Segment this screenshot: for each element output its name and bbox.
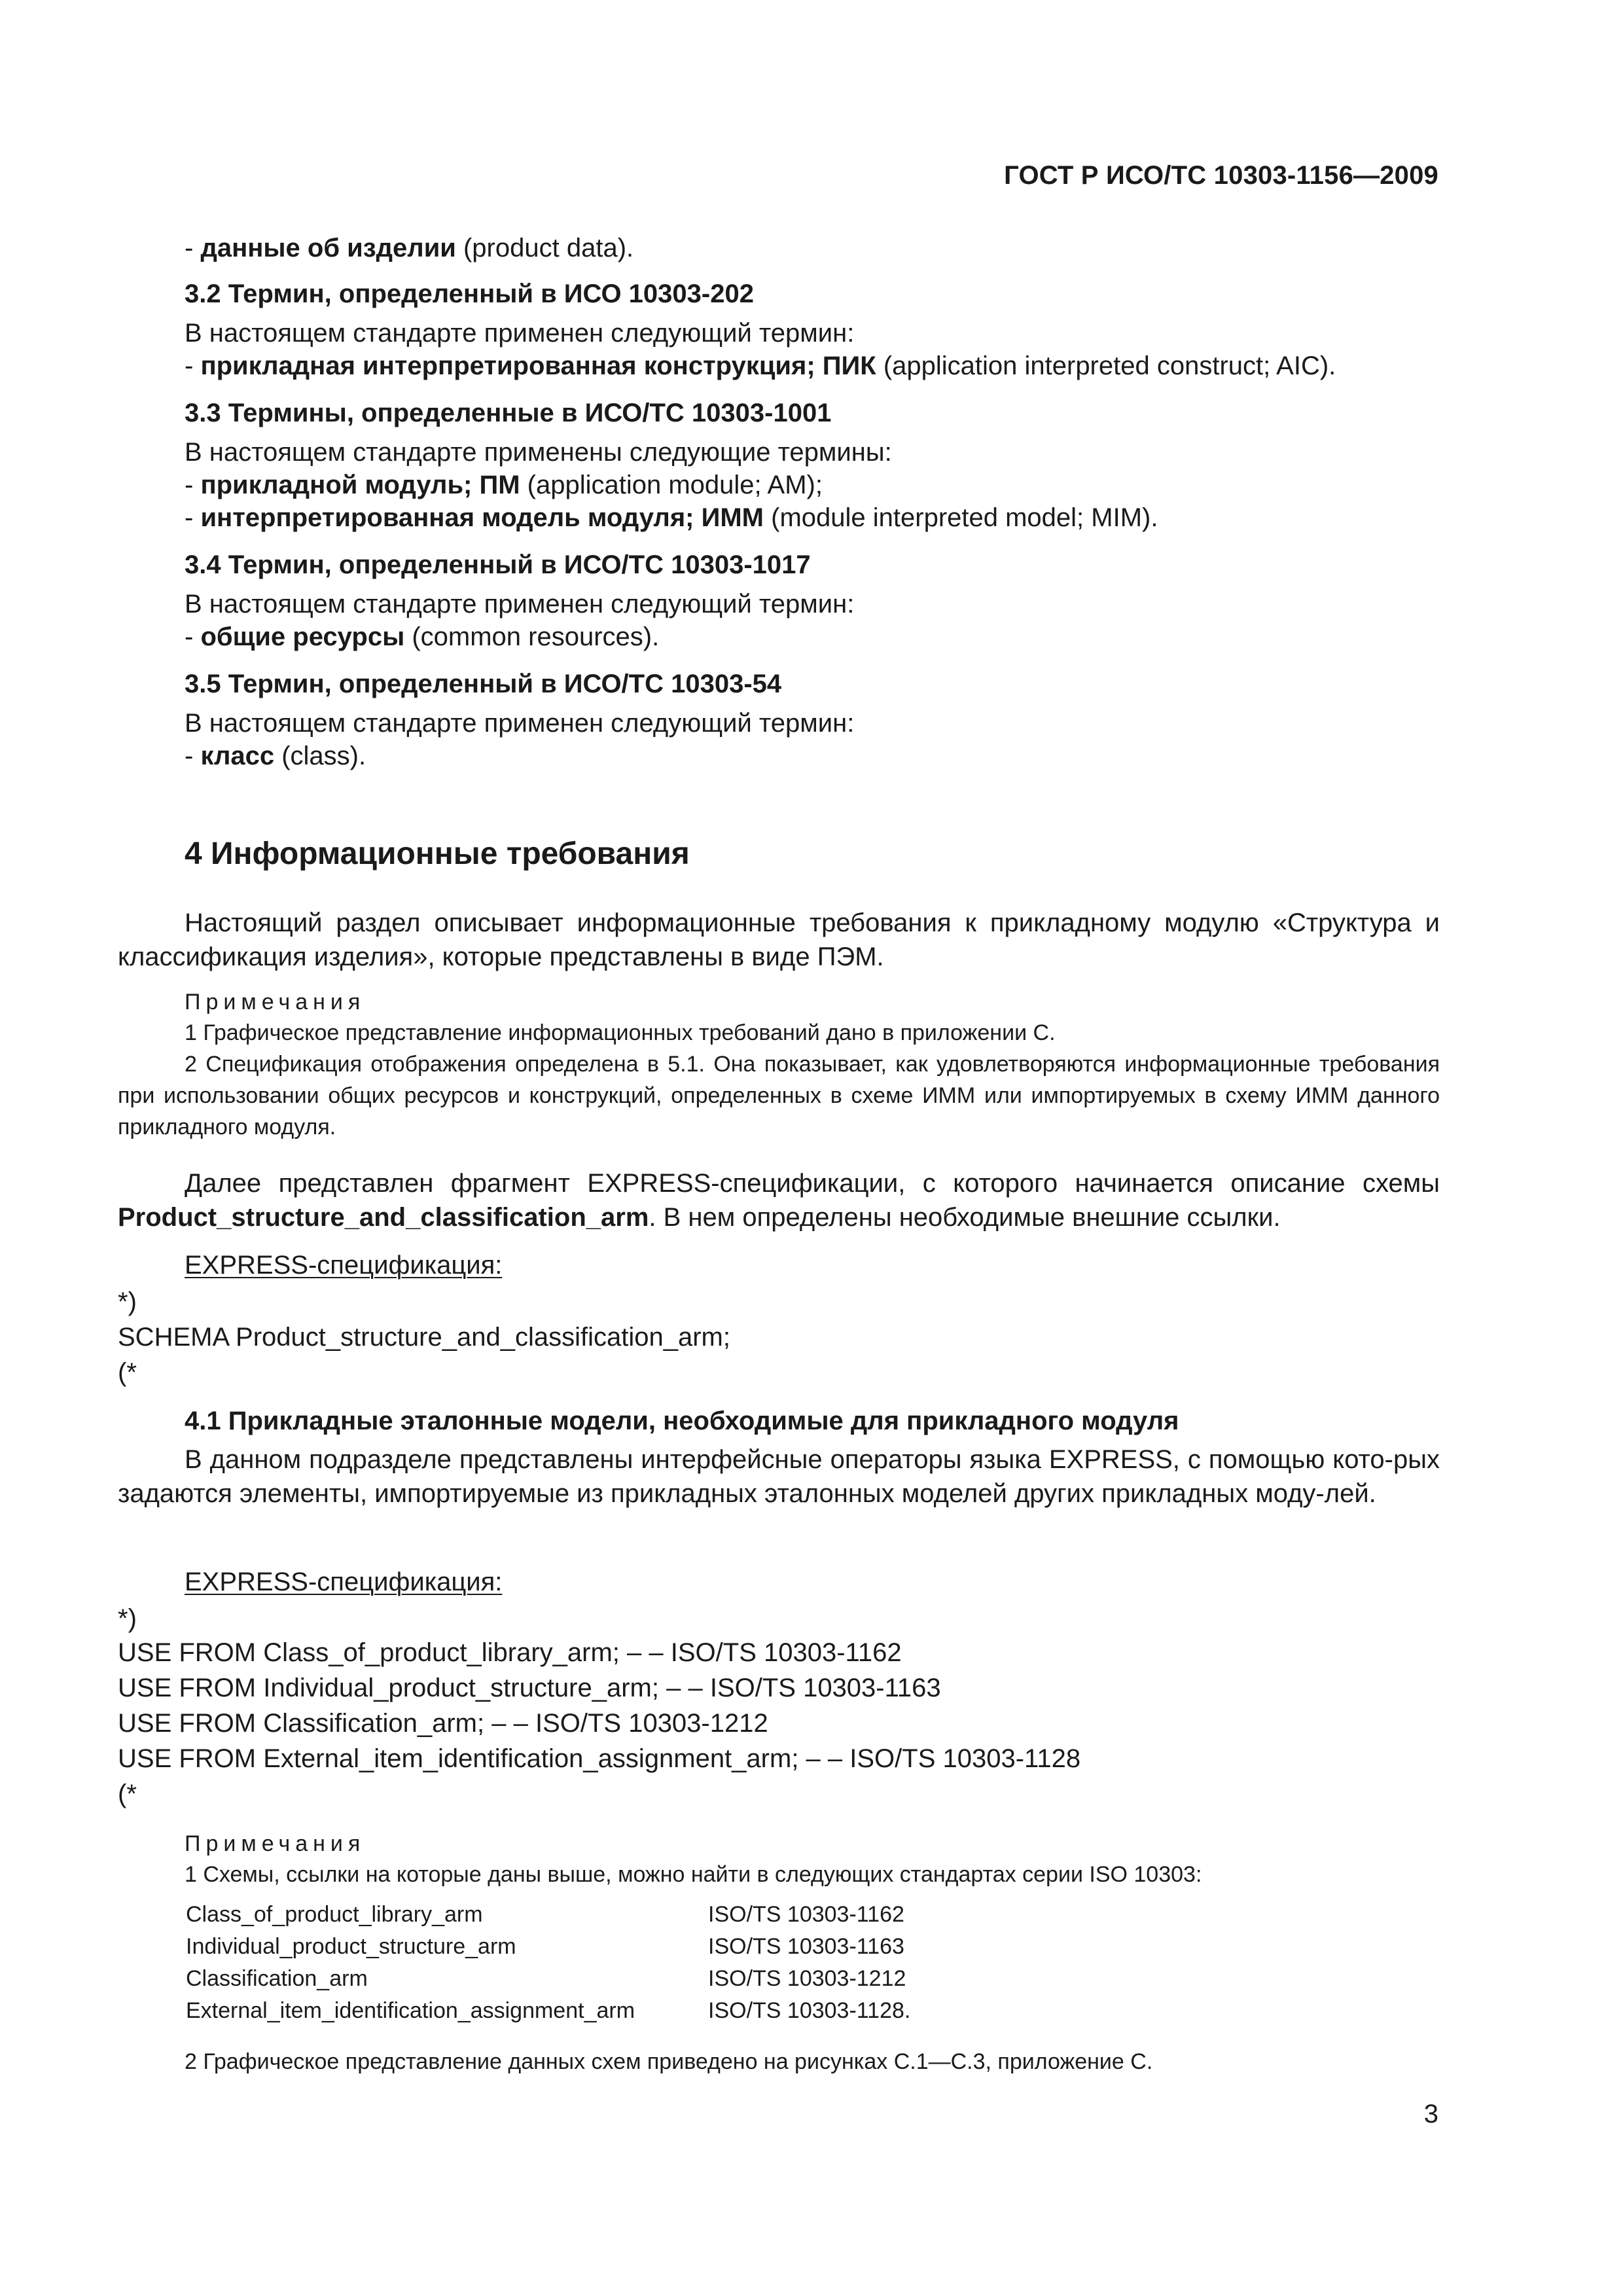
table-row <box>186 1934 910 1966</box>
paragraph-text: Далее представлен фрагмент EXPRESS-спецификации, с которого начинается описание схемы <box>185 1169 1440 1198</box>
express-label: EXPRESS-спецификация: <box>185 1251 503 1280</box>
section-3-5-intro: В настоящем стандарте применен следующий термин: <box>185 709 855 738</box>
use-from-line-4: USE FROM External_item_identification_assignment_arm; – – ISO/TS 10303-1128 <box>118 1744 1081 1773</box>
note-2 <box>118 1049 1440 1143</box>
express-label: EXPRESS-спецификация: <box>185 1568 503 1596</box>
section-3-4-intro: В настоящем стандарте применен следующий термин: <box>185 590 855 619</box>
schema-cell: Classification_arm <box>186 1966 368 1991</box>
section-3-2-title: 3.2 Термин, определенный в ИСО 10303-202 <box>185 279 754 308</box>
use-from-line-3: USE FROM Classification_arm; – – ISO/TS 10303-1212 <box>118 1709 768 1738</box>
schema-cell: Individual_product_structure_arm <box>186 1934 516 1959</box>
note-1: 1 Схемы, ссылки на которые даны выше, можно найти в следующих стандартах серии ISO 10303: <box>185 1862 1202 1887</box>
term-bold: общие ресурсы <box>200 622 405 651</box>
term-rest: (application interpreted construct; AIC). <box>876 351 1336 380</box>
use-from-line-2: USE FROM Individual_product_structure_arm; – – ISO/TS 10303-1163 <box>118 1674 941 1702</box>
section-4-1-paragraph <box>118 1443 1440 1511</box>
term-rest: (module interpreted model; MIM). <box>764 503 1158 532</box>
code-open: *) <box>118 1604 137 1633</box>
term-rest: (product data). <box>455 234 634 262</box>
schema-line: SCHEMA Product_structure_and_classification_arm; <box>118 1323 730 1352</box>
code-close: (* <box>118 1358 137 1387</box>
term-line-am: - прикладной модуль; ПМ (application module; AM); <box>185 471 823 499</box>
term-rest: (application module; AM); <box>520 471 823 499</box>
table-row <box>186 1998 910 2030</box>
section-4-1-title: 4.1 Прикладные эталонные модели, необходимые для прикладного модуля <box>185 1407 1179 1435</box>
table-row <box>186 1966 910 1998</box>
term-bold: прикладной модуль; ПМ <box>200 471 520 499</box>
paragraph-text: Настоящий раздел описывает информационные требования к прикладному модулю «Структура и классификация изделия», которые представлены в виде ПЭМ. <box>118 908 1440 971</box>
note-2: 2 Графическое представление данных схем приведено на рисунках С.1—С.3, приложение С. <box>185 2049 1153 2074</box>
use-from-line-1: USE FROM Class_of_product_library_arm; – – ISO/TS 10303-1162 <box>118 1638 902 1667</box>
table-row <box>186 1902 910 1934</box>
section-3-2-intro: В настоящем стандарте применен следующий термин: <box>185 319 855 348</box>
paragraph-text-end: . В нем определены необходимые внешние ссылки. <box>649 1203 1281 1232</box>
schema-name-bold: Product_structure_and_classification_arm <box>118 1203 649 1232</box>
notes-label: Примечания <box>185 990 366 1014</box>
section-3-3-title: 3.3 Термины, определенные в ИСО/ТС 10303-1001 <box>185 399 832 427</box>
section-3-3-intro: В настоящем стандарте применены следующие термины: <box>185 438 892 467</box>
term-line-product-data: - данные об изделии (product data). <box>185 234 634 262</box>
schema-cell: Class_of_product_library_arm <box>186 1902 483 1927</box>
note-text: 2 Спецификация отображения определена в 5.1. Она показывает, как удовлетворяются информационные требования при использовании общих ресурсов и конструкций, определенных в схеме ИММ или импортируемых в схему ИММ данного прикладного модуля. <box>118 1052 1440 1139</box>
section-4-paragraph-2 <box>118 1166 1440 1234</box>
section-3-4-title: 3.4 Термин, определенный в ИСО/ТС 10303-1017 <box>185 550 811 579</box>
term-bold: класс <box>200 742 275 770</box>
schema-standards-table <box>186 1902 910 2030</box>
term-rest: (common resources). <box>404 622 660 651</box>
term-rest: (class). <box>274 742 366 770</box>
term-line-aic: - прикладная интерпретированная конструкция; ПИК (application interpreted construct; AIC). <box>185 351 1336 380</box>
paragraph-text: В данном подразделе представлены интерфейсные операторы языка EXPRESS, с помощью кото-рых задаются элементы, импортируемые из прикладных эталонных моделей других прикладных моду-лей. <box>118 1445 1440 1508</box>
standard-cell: ISO/TS 10303-1162 <box>708 1902 904 1927</box>
section-3-5-title: 3.5 Термин, определенный в ИСО/ТС 10303-54 <box>185 670 782 698</box>
code-close: (* <box>118 1780 137 1808</box>
document-id-header: ГОСТ Р ИСО/ТС 10303-1156—2009 <box>1004 161 1438 190</box>
standard-cell: ISO/TS 10303-1212 <box>708 1966 906 1991</box>
term-line-common-resources: - общие ресурсы (common resources). <box>185 622 660 651</box>
term-bold: данные об изделии <box>200 234 456 262</box>
page-number: 3 <box>1423 2100 1438 2128</box>
term-bold: прикладная интерпретированная конструкция; ПИК <box>200 351 876 380</box>
code-open: *) <box>118 1287 137 1316</box>
standard-cell: ISO/TS 10303-1163 <box>708 1934 904 1959</box>
standard-cell: ISO/TS 10303-1128. <box>708 1998 911 2023</box>
note-1: 1 Графическое представление информационных требований дано в приложении С. <box>185 1020 1056 1045</box>
term-line-mim: - интерпретированная модель модуля; ИММ (module interpreted model; MIM). <box>185 503 1158 532</box>
section-4-paragraph-1 <box>118 906 1440 974</box>
notes-label: Примечания <box>185 1831 366 1856</box>
schema-cell: External_item_identification_assignment_arm <box>186 1998 635 2023</box>
term-bold: интерпретированная модель модуля; ИММ <box>200 503 764 532</box>
section-4-title: 4 Информационные требования <box>185 836 690 871</box>
term-line-class: - класс (class). <box>185 742 366 770</box>
